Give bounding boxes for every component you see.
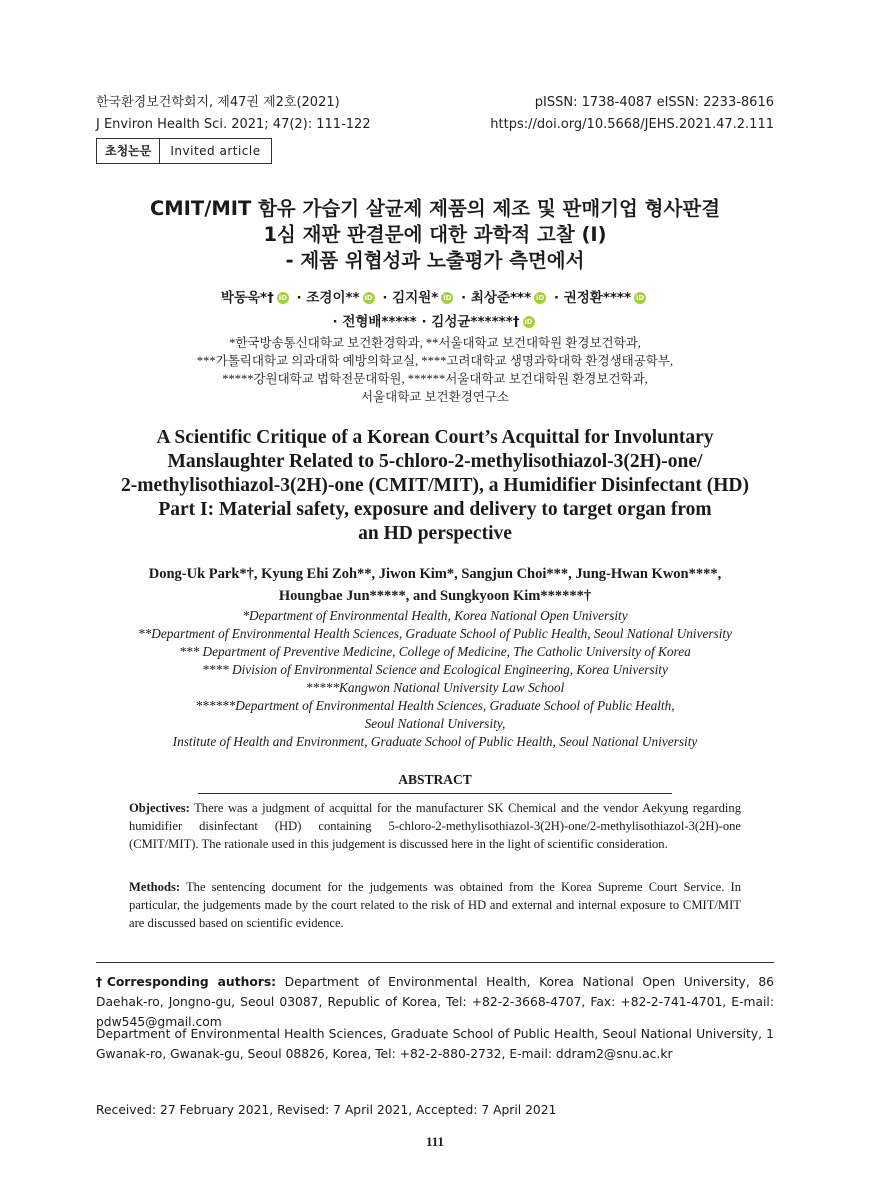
english-affiliations [0,607,870,751]
english-title-line: Part I: Material safety, exposure and delivery to target organ from [158,499,712,520]
page-number: 111 [425,1134,445,1149]
issn: pISSN: 1738-4087 eISSN: 2233-8616 [534,95,774,110]
author-kr: · 권정환**** [553,290,632,306]
english-title-line: Manslaughter Related to 5-chloro-2-methylisothiazol-3(2H)-one/ [167,451,703,472]
english-title [0,426,870,546]
methods-label: Methods: [129,880,181,894]
korean-authors [0,286,870,334]
english-authors [0,563,870,607]
korean-authors-line [0,286,870,310]
affiliation-kr: *****강원대학교 법학전문대학원, ******서울대학교 보건대학원 환경보건학과, [222,372,648,386]
objectives-text: There was a judgment of acquittal for the manufacturer SK Chemical and the vendor Aekyung regarding humidifier disinfectant (HD) containing 5-chloro-2-methylisothiazol-3(2H)-one/2-methylisothiazol-3(2H)-one (CMIT/MIT). The rationale used in this judgement is discussed here in the light of scientific consideration. [129,801,741,851]
author-kr: · 김지원* [382,290,439,306]
affiliation-en: **** Division of Environmental Science and Ecological Engineering, Korea University [202,662,668,677]
korean-affiliations [0,334,870,406]
author-kr: · 김성균******† [421,314,520,330]
journal-header-left [96,92,371,136]
affiliation-en: *Department of Environmental Health, Korea National Open University [242,608,628,623]
affiliation-en: Institute of Health and Environment, Graduate School of Public Health, Seoul National University [172,734,698,749]
author-kr: · 전형배***** [332,314,417,330]
orcid-icon[interactable]: iD [635,294,645,302]
orcid-icon[interactable]: iD [536,294,545,302]
corresponding-text: Department of Environmental Health, Korea National Open University, 86 Daehak-ro, Jongno-gu, Seoul 03087, Republic of Korea, Tel: +82-2-3668-4707, Fax: +82-2-741-4701, E-mail: pdw545@gmail.com [96,975,774,1029]
orcid-icon[interactable]: iD [524,318,533,326]
english-title-line: A Scientific Critique of a Korean Court’s Acquittal for Involuntary [156,427,714,448]
affiliation-en: **Department of Environmental Health Sciences, Graduate School of Public Health, Seoul National University [137,626,733,641]
english-authors-line: Houngbae Jun*****, and Sungkyoon Kim******† [278,588,592,604]
korean-title-line: - 제품 위협성과 노출평가 측면에서 [285,249,585,272]
journal-header-right [490,92,774,136]
affiliation-kr: ***가톨릭대학교 의과대학 예방의학교실, ****고려대학교 생명과학대학 환경생태공학부, [196,354,674,368]
korean-title [0,196,870,274]
affiliation-kr: 서울대학교 보건환경연구소 [360,390,510,404]
article-type-kr: 초청논문 [97,139,160,163]
author-kr: · 최상준*** [461,290,532,306]
journal-name-kr: 한국환경보건학회지, 제47권 제2호(2021) [96,95,340,110]
objectives-label: Objectives: [129,801,190,815]
affiliation-en: *****Kangwon National University Law School [305,680,565,695]
author-kr: · 조경이** [296,290,360,306]
footnote-divider [96,962,774,963]
author-kr: 박동욱*† [220,290,274,306]
corresponding-label: †Corresponding authors: [96,975,277,989]
abstract-divider [198,793,672,794]
affiliation-en: *** Department of Preventive Medicine, College of Medicine, The Catholic University of Korea [179,644,691,659]
korean-title-line: 1심 재판 판결문에 대한 과학적 고찰 (I) [263,223,607,246]
orcid-icon[interactable]: iD [278,294,287,302]
orcid-icon[interactable]: iD [443,294,452,302]
doi-link[interactable]: https://doi.org/10.5668/JEHS.2021.47.2.111 [490,117,774,132]
corresponding-author-1 [96,972,774,1032]
article-type-en: Invited article [170,144,261,158]
article-type-badge [96,138,272,164]
affiliation-en: Seoul National University, [364,716,506,731]
abstract-methods [129,878,741,932]
english-title-line: an HD perspective [358,523,512,544]
methods-text: The sentencing document for the judgements was obtained from the Korea Supreme Court Service. In particular, the judgements made by the court related to the risk of HD and external and internal exposure to CMIT/MIT are discussed based on scientific evidence. [129,880,741,930]
journal-citation-en: J Environ Health Sci. 2021; 47(2): 111-122 [96,117,371,132]
article-dates: Received: 27 February 2021, Revised: 7 April 2021, Accepted: 7 April 2021 [96,1103,557,1117]
affiliation-en: ******Department of Environmental Health Sciences, Graduate School of Public Health, [195,698,675,713]
english-authors-line: Dong-Uk Park*†, Kyung Ehi Zoh**, Jiwon Kim*, Sangjun Choi***, Jung-Hwan Kwon****, [148,566,722,582]
korean-authors-line [0,310,870,334]
affiliation-kr: *한국방송통신대학교 보건환경학과, **서울대학교 보건대학원 환경보건학과, [229,336,641,350]
corresponding-author-2: Department of Environmental Health Sciences, Graduate School of Public Health, Seoul National University, 1 Gwanak-ro, Gwanak-gu, Seoul 08826, Korea, Tel: +82-2-880-2732, E-mail: ddram2@snu.ac.kr [96,1027,774,1061]
korean-title-line: CMIT/MIT 함유 가습기 살균제 제품의 제조 및 판매기업 형사판결 [149,197,721,220]
orcid-icon[interactable]: iD [364,294,373,302]
abstract-objectives [129,799,741,853]
english-title-line: 2-methylisothiazol-3(2H)-one (CMIT/MIT), a Humidifier Disinfectant (HD) [121,475,749,496]
abstract-heading: ABSTRACT [398,772,472,787]
